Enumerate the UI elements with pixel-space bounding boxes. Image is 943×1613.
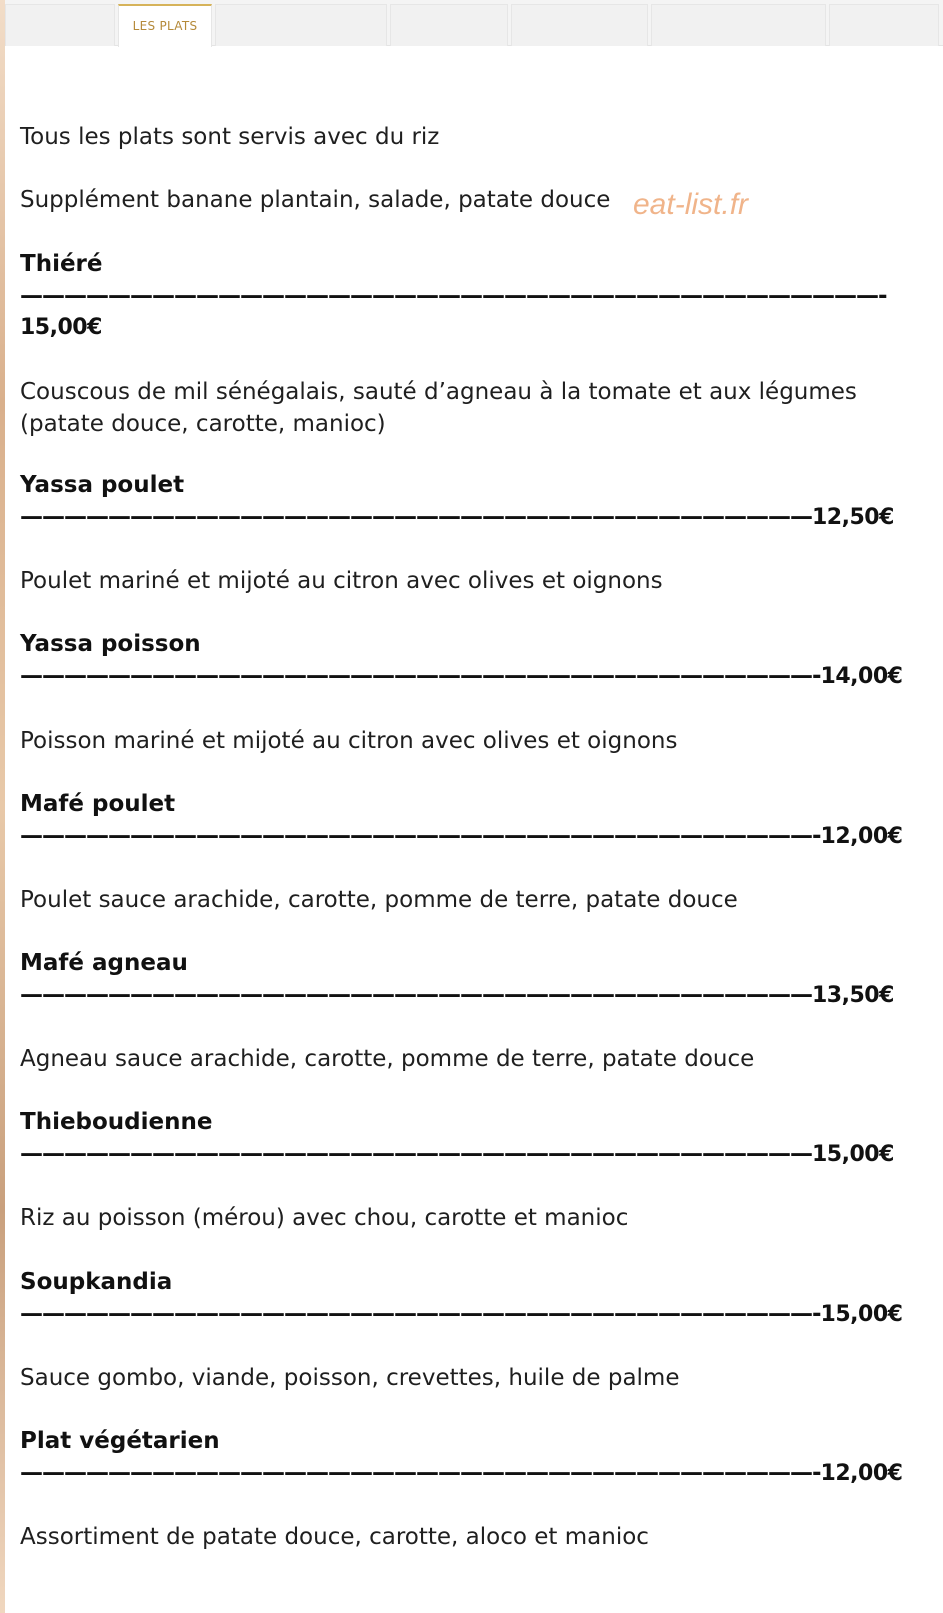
dish-price-row: [20, 663, 902, 689]
dish-leader: ————————————————————————————————————: [20, 504, 812, 530]
dish-price-row: [20, 1301, 902, 1327]
dish-price-row: [20, 982, 894, 1008]
dish-name: Yassa poulet: [20, 472, 185, 498]
dish-name: Thiéré: [20, 251, 103, 277]
dish-name: Mafé poulet: [20, 791, 176, 817]
dish-description: Poulet mariné et mijoté au citron avec olives et oignons: [20, 568, 663, 594]
tab-4[interactable]: [390, 4, 508, 46]
dish-name: Soupkandia: [20, 1269, 173, 1295]
dish-description: Poulet sauce arachide, carotte, pomme de terre, patate douce: [20, 887, 738, 913]
dish-name: Plat végétarien: [20, 1428, 220, 1454]
dish-leader: ————————————————————————————————————: [20, 1141, 812, 1167]
dish-price: 15,00€: [20, 315, 102, 340]
dish-price: 15,00€: [820, 1302, 903, 1327]
dish-price-row: [20, 823, 902, 849]
intro-served-with-rice: Tous les plats sont servis avec du riz: [20, 124, 440, 150]
dish-price: 12,00€: [820, 1461, 903, 1486]
intro-supplement: Supplément banane plantain, salade, patate douce: [20, 187, 611, 213]
dish-price-row: [20, 1141, 894, 1167]
dish-leader: ———————————————————————————————————————-: [20, 283, 887, 309]
dish-leader: ————————————————————————————————————-: [20, 823, 821, 849]
dish-description: Agneau sauce arachide, carotte, pomme de terre, patate douce: [20, 1046, 755, 1072]
tab-bar: [5, 0, 943, 46]
tab-les-plats[interactable]: LES PLATS: [118, 4, 212, 47]
dish-price-row: [20, 1460, 902, 1486]
dish-price: 12,00€: [820, 824, 903, 849]
tab-7[interactable]: [829, 4, 939, 46]
dish-description: Poisson mariné et mijoté au citron avec olives et oignons: [20, 728, 678, 754]
dish-price-row: [20, 504, 894, 530]
dish-name: Mafé agneau: [20, 950, 188, 976]
dish-description: Riz au poisson (mérou) avec chou, carotte et manioc: [20, 1205, 629, 1231]
dish-description: Assortiment de patate douce, carotte, aloco et manioc: [20, 1524, 649, 1550]
dish-price: 13,50€: [812, 983, 894, 1008]
dish-price: 14,00€: [820, 664, 903, 689]
tab-6[interactable]: [651, 4, 826, 46]
dish-name: Thieboudienne: [20, 1109, 213, 1135]
tab-1[interactable]: [5, 4, 115, 46]
tab-5[interactable]: [511, 4, 648, 46]
dish-description: Sauce gombo, viande, poisson, crevettes, huile de palme: [20, 1365, 680, 1391]
dish-price: 12,50€: [812, 505, 894, 530]
dish-leader: ————————————————————————————————————: [20, 982, 812, 1008]
dish-price: 15,00€: [812, 1142, 894, 1167]
dish-description: Couscous de mil sénégalais, sauté d’agneau à la tomate et aux légumes (patate douce, carotte, manioc): [20, 379, 857, 437]
dish-name: Yassa poisson: [20, 631, 201, 657]
watermark: eat-list.fr: [633, 188, 749, 221]
tab-3[interactable]: [215, 4, 387, 46]
dish-leader: ————————————————————————————————————-: [20, 1460, 821, 1486]
left-decorative-strip: [0, 0, 5, 1613]
dish-leader: ————————————————————————————————————-: [20, 663, 821, 689]
dish-leader: ————————————————————————————————————-: [20, 1301, 821, 1327]
